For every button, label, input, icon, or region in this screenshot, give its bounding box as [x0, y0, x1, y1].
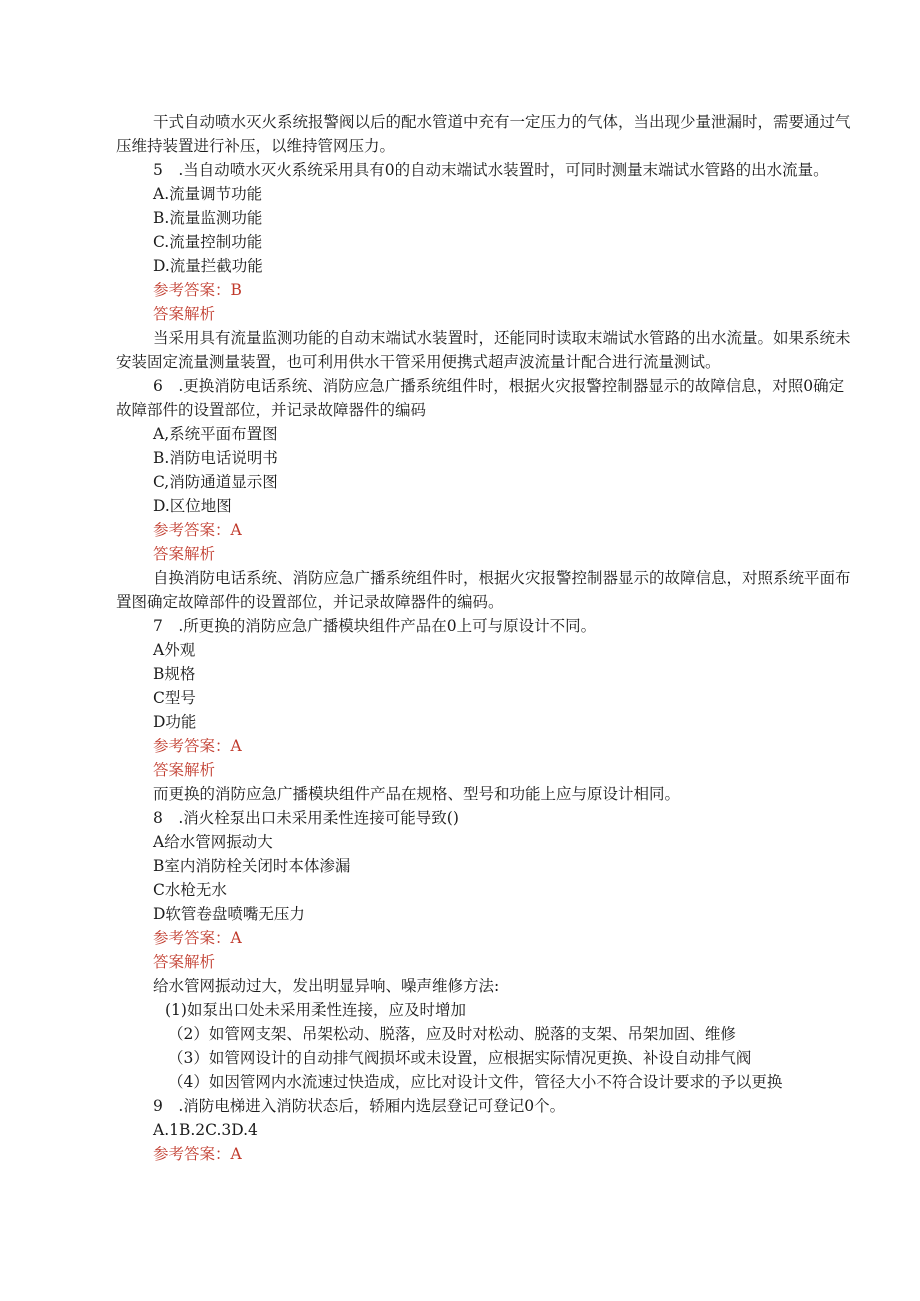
question-6-answer: 参考答案：A: [153, 521, 242, 539]
question-8-option-d: D软管卷盘喷嘴无压力: [153, 905, 305, 923]
question-8-option-c: C水枪无水: [153, 881, 227, 899]
intro-paragraph: 干式自动喷水灭火系统报警阀以后的配水管道中充有一定压力的气体，当出现少量泄漏时，需要通过气压维持装置进行补压，以维持管网压力。: [116, 113, 851, 155]
question-6-option-a: A,系统平面布置图: [153, 425, 278, 443]
question-8-step-4: （4）如因管网内水流速过快造成，应比对设计文件，管径大小不符合设计要求的予以更换: [168, 1073, 783, 1091]
question-5-analysis-label: 答案解析: [153, 305, 216, 323]
question-6-analysis: 自换消防电话系统、消防应急广播系统组件时，根据火灾报警控制器显示的故障信息，对照系统平面布置图确定故障部件的设置部位，并记录故障器件的编码。: [116, 569, 851, 611]
question-8-analysis: 给水管网振动过大，发出明显异响、噪声维修方法:: [153, 977, 500, 995]
question-5-analysis: 当采用具有流量监测功能的自动末端试水装置时，还能同时读取末端试水管路的出水流量。如果系统未安装固定流量测量装置，也可利用供水干管采用便携式超声波流量计配合进行流量测试。: [116, 329, 851, 371]
question-8-step-2: （2）如管网支架、吊架松动、脱落，应及时对松动、脱落的支架、吊架加固、维修: [168, 1025, 736, 1043]
question-7-analysis: 而更换的消防应急广播模块组件产品在规格、型号和功能上应与原设计相同。: [153, 785, 681, 803]
question-8-option-a: A给水管网振动大: [153, 833, 273, 851]
question-8-step-1: (1)如泵出口处未采用柔性连接，应及时增加: [165, 1001, 466, 1019]
question-7-option-d: D功能: [153, 713, 197, 731]
question-6-option-b: B.消防电话说明书: [153, 449, 278, 467]
question-7-analysis-label: 答案解析: [153, 761, 216, 779]
question-7-option-a: A外观: [153, 641, 196, 659]
question-6-option-c: C,消防通道显示图: [153, 473, 278, 491]
question-9-stem: 9 .消防电梯进入消防状态后，轿厢内选层登记可登记0个。: [153, 1097, 566, 1115]
question-6-stem: 6 .更换消防电话系统、消防应急广播系统组件时，根据火灾报警控制器显示的故障信息，对照0确定故障部件的设置部位，并记录故障器件的编码: [116, 377, 845, 419]
question-8-option-b: B室内消防栓关闭时本体渗漏: [153, 857, 351, 875]
question-6-option-d: D.区位地图: [153, 497, 232, 515]
question-8-step-3: （3）如管网设计的自动排气阀损坏或未设置，应根据实际情况更换、补设自动排气阀: [168, 1049, 752, 1067]
question-5-stem: 5 .当自动喷水灭火系统采用具有0的自动末端试水装置时，可同时测量末端试水管路的出水流量。: [153, 161, 829, 179]
question-8-answer: 参考答案：A: [153, 929, 242, 947]
question-5-option-a: A.流量调节功能: [153, 185, 263, 203]
question-7-stem: 7 .所更换的消防应急广播模块组件产品在0上可与原设计不同。: [153, 617, 597, 635]
question-7-option-b: B规格: [153, 665, 196, 683]
question-5-answer: 参考答案：B: [153, 281, 242, 299]
question-5-option-c: C.流量控制功能: [153, 233, 263, 251]
document-body: [116, 110, 856, 1166]
question-5-option-d: D.流量拦截功能: [153, 257, 263, 275]
question-9-answer: 参考答案：A: [153, 1145, 242, 1163]
question-5-option-b: B.流量监测功能: [153, 209, 263, 227]
question-6-analysis-label: 答案解析: [153, 545, 216, 563]
question-7-answer: 参考答案：A: [153, 737, 242, 755]
question-8-stem: 8 .消火栓泵出口未采用柔性连接可能导致(): [153, 809, 459, 827]
question-8-analysis-label: 答案解析: [153, 953, 216, 971]
question-9-options: A.1B.2C.3D.4: [153, 1121, 258, 1139]
question-7-option-c: C型号: [153, 689, 196, 707]
